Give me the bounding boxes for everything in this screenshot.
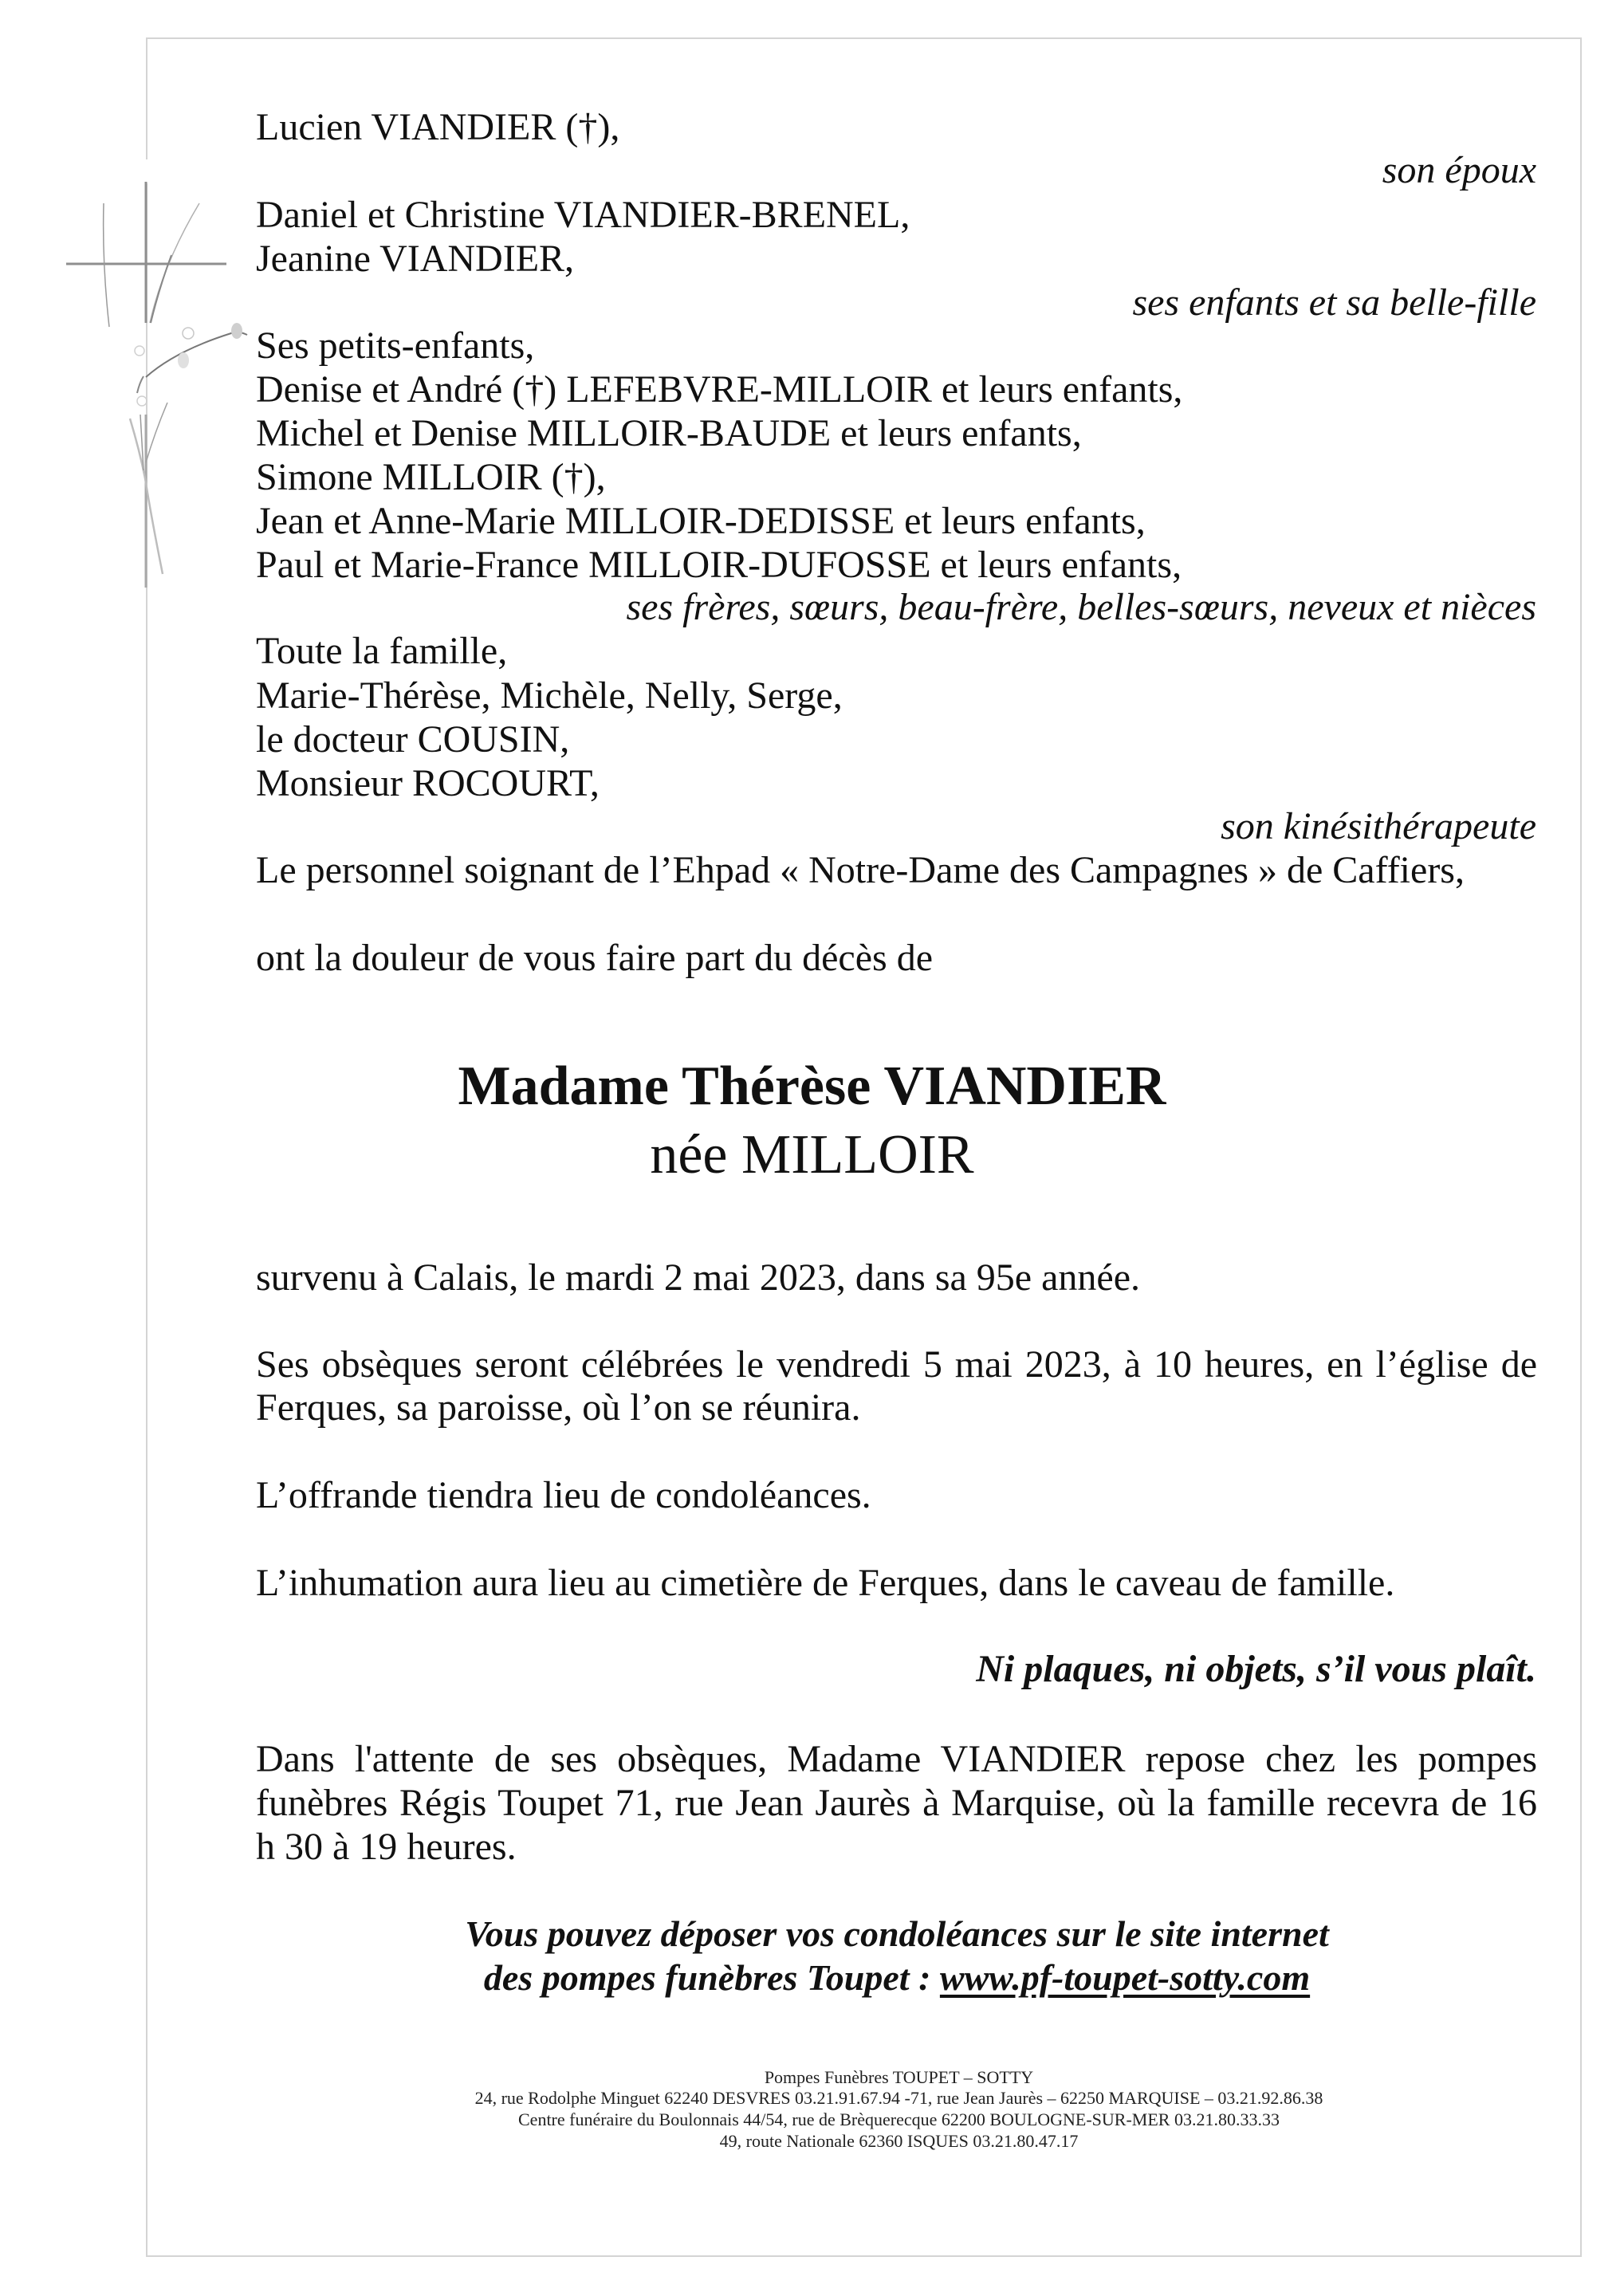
family-name-line: Daniel et Christine VIANDIER-BRENEL, (256, 193, 910, 236)
flower-stem-icon (137, 376, 144, 393)
family-name-line: Ses petits-enfants, (256, 324, 535, 367)
rest-details-line: funèbres Régis Toupet 71, rue Jean Jaurès à Marquise, où la famille recevra de 16 (256, 1781, 1537, 1824)
family-name-line: Jeanine VIANDIER, (256, 237, 575, 280)
condolences-message-line2 (0, 1956, 1624, 2000)
relation-label: ses enfants et sa belle-fille (1132, 281, 1536, 324)
family-name-line: Le personnel soignant de l’Ehpad « Notre-Dame des Campagnes » de Caffiers, (256, 848, 1465, 891)
announcement-text: ont la douleur de vous faire part du décès de (256, 936, 934, 979)
family-name-line: Paul et Marie-France MILLOIR-DUFOSSE et leurs enfants, (256, 543, 1182, 586)
family-name-line: Denise et André (†) LEFEBVRE-MILLOIR et leurs enfants, (256, 368, 1183, 411)
family-name-line: Toute la famille, (256, 629, 508, 672)
condolences-message: Vous pouvez déposer vos condoléances sur le site internet (465, 1913, 1329, 1955)
flower-stem-icon (146, 403, 167, 462)
rest-details-line: h 30 à 19 heures. (256, 1825, 517, 1868)
grass-blade-icon (151, 255, 171, 323)
footer-address: Centre funéraire du Boulonnais 44/54, rue de Brèquerecque 62200 BOULOGNE-SUR-MER 03.21.80.33.33 (518, 2109, 1280, 2130)
family-name-line: Simone MILLOIR (†), (256, 455, 606, 498)
deceased-name: Madame Thérèse VIANDIER (458, 1056, 1166, 1118)
flower-icon (183, 328, 194, 339)
funeral-details-line: Ses obsèques seront célébrées le vendredi 5 mai 2023, à 10 heures, en l’église de (256, 1343, 1537, 1386)
family-name-line: Marie-Thérèse, Michèle, Nelly, Serge, (256, 674, 843, 717)
website-link[interactable]: www.pf-toupet-sotty.com (939, 1957, 1311, 1999)
family-name-line: Lucien VIANDIER (†), (256, 105, 620, 148)
family-name-line: Monsieur ROCOURT, (256, 761, 600, 804)
relation-label: son époux (1382, 148, 1536, 191)
footer-company: Pompes Funèbres TOUPET – SOTTY (764, 2067, 1034, 2088)
rest-details-line: Dans l'attente de ses obsèques, Madame VIANDIER repose chez les pompes (256, 1737, 1537, 1780)
flower-stem-icon (146, 332, 247, 377)
relation-label: son kinésithérapeute (1221, 804, 1536, 847)
funeral-details-line: Ferques, sa paroisse, où l’on se réunira. (256, 1386, 861, 1429)
death-details: survenu à Calais, le mardi 2 mai 2023, dans sa 95e année. (256, 1256, 1141, 1299)
leaf-icon (178, 352, 189, 368)
footer-address: 49, route Nationale 62360 ISQUES 03.21.80.47.17 (719, 2131, 1079, 2152)
offering-note: L’offrande tiendra lieu de condoléances. (256, 1473, 871, 1516)
leaf-icon (231, 323, 242, 339)
flower-icon (135, 346, 144, 356)
deceased-maiden-name: née MILLOIR (650, 1124, 974, 1186)
footer-address: 24, rue Rodolphe Minguet 62240 DESVRES 03.21.91.67.94 -71, rue Jean Jaurès – 62250 MARQUISE – 03.21.92.86.38 (474, 2088, 1323, 2109)
family-name-line: Michel et Denise MILLOIR-BAUDE et leurs enfants, (256, 411, 1082, 454)
family-name-line: Jean et Anne-Marie MILLOIR-DEDISSE et leurs enfants, (256, 499, 1146, 542)
family-name-line: le docteur COUSIN, (256, 718, 570, 761)
condolences-prefix: des pompes funèbres Toupet : (483, 1957, 940, 1999)
relation-label: ses frères, sœurs, beau-frère, belles-sœurs, neveux et nièces (626, 585, 1536, 628)
no-plaques-note: Ni plaques, ni objets, s’il vous plaît. (976, 1647, 1536, 1690)
burial-details: L’inhumation aura lieu au cimetière de Ferques, dans le caveau de famille. (256, 1561, 1395, 1604)
flower-icon (137, 396, 147, 406)
